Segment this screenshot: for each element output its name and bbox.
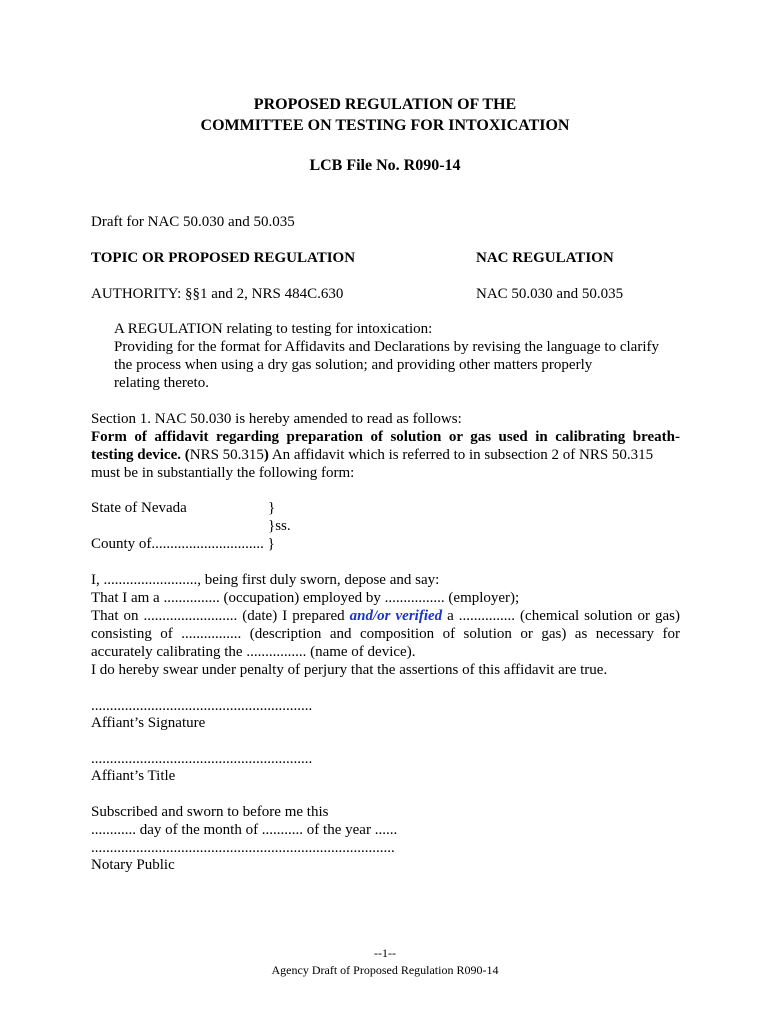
section-1-heading: Form of affidavit regarding preparation of solution or gas used in calibrating breath- <box>91 429 680 445</box>
section-1-intro: Section 1. NAC 50.030 is hereby amended to read as follows: <box>91 411 462 427</box>
venue-ss: }ss. <box>268 518 291 534</box>
footer-caption: Agency Draft of Proposed Regulation R090-14 <box>271 963 499 977</box>
page-number: --1-- <box>374 946 396 960</box>
venue-state: State of Nevada <box>91 500 187 516</box>
nac-value: NAC 50.030 and 50.035 <box>476 286 624 302</box>
section-1-heading-b: testing device. ( <box>91 447 190 463</box>
topic-label: TOPIC OR PROPOSED REGULATION <box>91 250 356 266</box>
title-dots: ........................................................... <box>91 751 313 767</box>
notary-public-label: Notary Public <box>91 857 175 873</box>
affiant-signature-label: Affiant’s Signature <box>91 715 206 731</box>
affidavit-line-2: That I am a ............... (occupation) employed by ................ (employer); <box>91 590 520 606</box>
title-line-2: COMMITTEE ON TESTING FOR INTOXICATION <box>200 117 570 134</box>
notary-line-2: ............ day of the month of ........... of the year ...... <box>91 822 398 838</box>
venue-brace: } <box>268 500 276 516</box>
affiant-title-label: Affiant’s Title <box>91 768 176 784</box>
affidavit-line-5: accurately calibrating the ................ (name of device). <box>91 644 416 660</box>
summary-line-2: Providing for the format for Affidavits and Declarations by revising the language to clarify <box>114 339 659 355</box>
section-1-line-3: must be in substantially the following form: <box>91 465 355 481</box>
section-1-text: An affidavit which is referred to in subsection 2 of NRS 50.315 <box>268 447 654 463</box>
affidavit-line-3-b: a ............... (chemical solution or gas) <box>442 608 680 624</box>
draft-line: Draft for NAC 50.030 and 50.035 <box>91 214 295 230</box>
authority-line: AUTHORITY: §§1 and 2, NRS 484C.630 <box>91 286 344 302</box>
summary-line-3: the process when using a dry gas solution; and providing other matters properly <box>114 357 593 373</box>
affidavit-line-3-a: That on ......................... (date) I prepared <box>91 608 350 624</box>
notary-dots: ................................................................................. <box>91 840 395 856</box>
venue-county: County of.............................. } <box>91 536 275 552</box>
affidavit-line-6: I do hereby swear under penalty of perjury that the assertions of this affidavit are true. <box>91 662 608 678</box>
title-line-1: PROPOSED REGULATION OF THE <box>253 96 517 113</box>
inserted-text: and/or verified <box>349 608 443 624</box>
signature-dots: ........................................................... <box>91 698 313 714</box>
affidavit-line-3 <box>91 607 680 625</box>
notary-line-1: Subscribed and sworn to before me this <box>91 804 329 820</box>
lcb-file-number: LCB File No. R090-14 <box>309 157 461 174</box>
summary-line-4: relating thereto. <box>114 375 209 391</box>
nrs-reference: NRS 50.315 <box>189 447 264 463</box>
affidavit-line-1: I, ........................., being first duly sworn, depose and say: <box>91 572 440 588</box>
nac-regulation-label: NAC REGULATION <box>476 250 614 266</box>
close-paren: ) <box>263 447 269 463</box>
summary-line-1: A REGULATION relating to testing for intoxication: <box>114 321 433 337</box>
section-1-heading-cont <box>91 446 653 464</box>
affidavit-line-4: consisting of ................ (description and composition of solution or gas) as necessary for <box>91 626 680 642</box>
